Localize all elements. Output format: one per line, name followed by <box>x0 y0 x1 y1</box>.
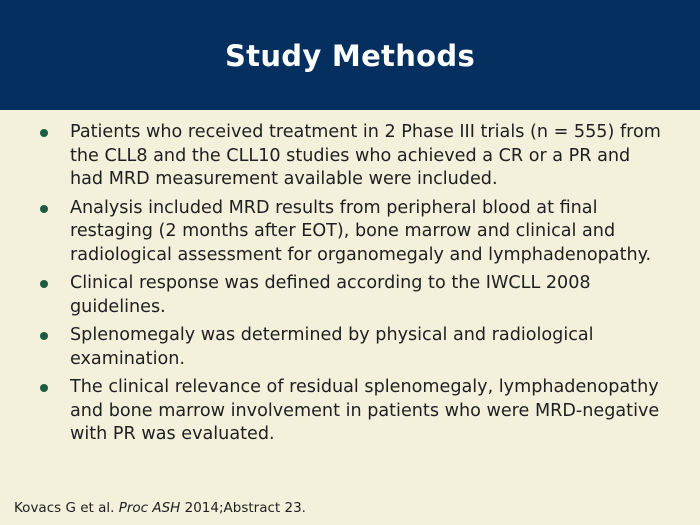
bullet-text: Analysis included MRD results from peripheral blood at final restaging (2 months after EOT), bone marrow and clinical and radiological assessment for organomegaly and lymphadenopathy. <box>70 197 652 265</box>
reference-details: 2014;Abstract 23. <box>184 500 306 516</box>
bullet-dot-icon <box>40 205 48 213</box>
bullet-item <box>38 121 668 192</box>
bullet-dot-icon <box>40 384 48 392</box>
title-banner <box>0 0 700 110</box>
bullet-text: The clinical relevance of residual splenomegaly, lymphadenopathy and bone marrow involvement in patients who were MRD-negative with PR was evaluated. <box>70 377 660 444</box>
bullet-text: Patients who received treatment in 2 Phase III trials (n = 555) from the CLL8 and the CLL10 studies who achieved a CR or a PR and had MRD measurement available were included. <box>70 122 661 189</box>
bullet-item <box>38 324 668 371</box>
bullet-text: Splenomegaly was determined by physical and radiological examination. <box>70 325 594 369</box>
bullet-item <box>38 197 668 268</box>
reference-journal: Proc ASH <box>118 500 181 516</box>
reference-authors: Kovacs G et al. <box>14 500 115 516</box>
bullet-item <box>38 376 668 447</box>
bullet-text: Clinical response was defined according to the IWCLL 2008 guidelines. <box>70 273 591 317</box>
reference-citation <box>14 500 306 516</box>
bullet-list <box>38 121 668 452</box>
bullet-dot-icon <box>40 280 48 288</box>
bullet-item <box>38 272 668 319</box>
bullet-dot-icon <box>40 129 48 137</box>
bullet-dot-icon <box>40 332 48 340</box>
slide-title: Study Methods <box>224 39 476 73</box>
